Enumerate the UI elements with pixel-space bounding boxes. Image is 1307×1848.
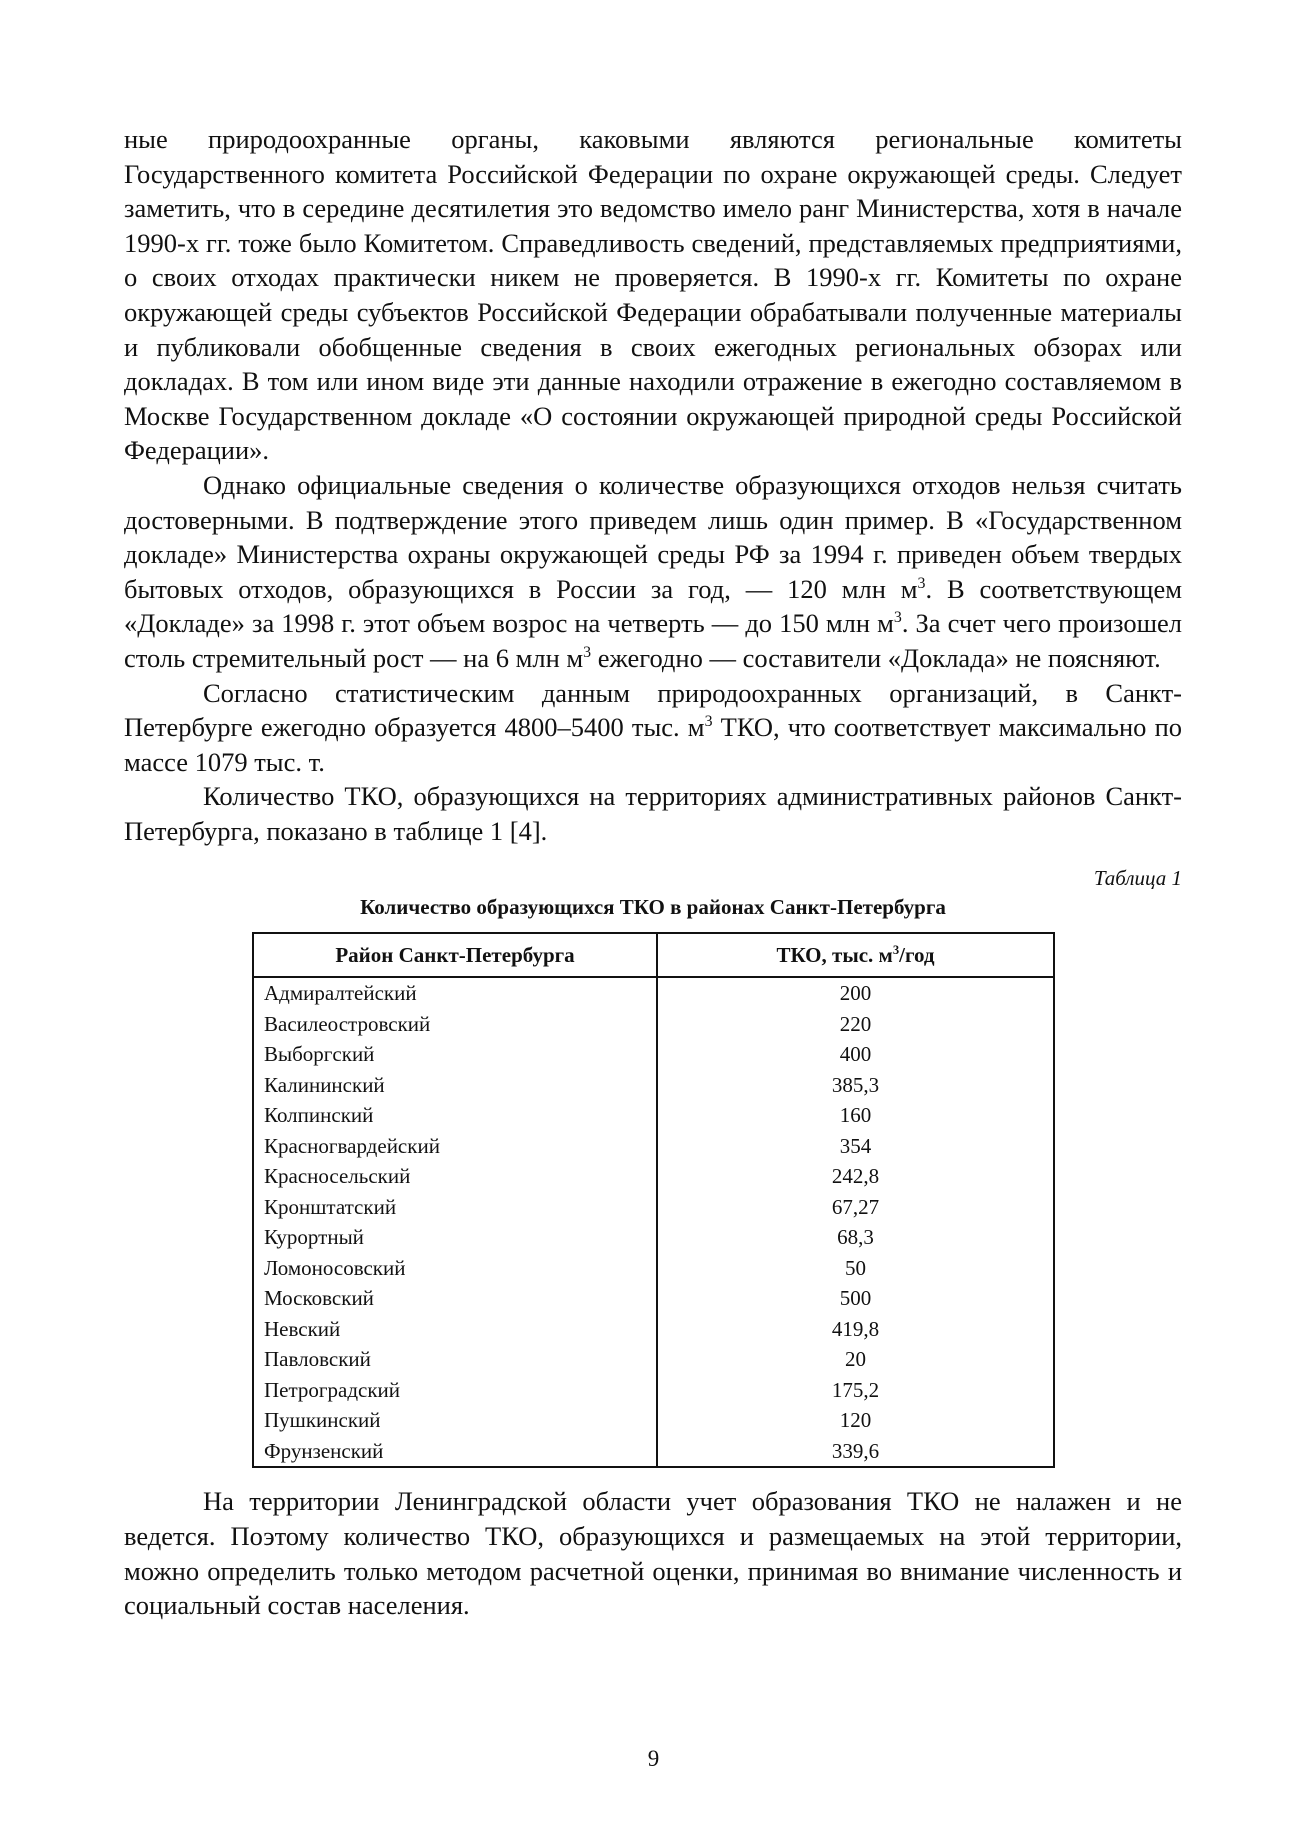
table-row — [253, 1375, 1054, 1406]
district-cell: Кронштатский — [253, 1192, 657, 1223]
district-cell: Курортный — [253, 1222, 657, 1253]
district-cell: Колпинский — [253, 1100, 657, 1131]
table-row — [253, 1100, 1054, 1131]
district-cell: Адмиралтейский — [253, 977, 657, 1009]
table-body — [253, 977, 1054, 1467]
value-cell: 200 — [657, 977, 1054, 1009]
table-row — [253, 1039, 1054, 1070]
paragraph-statistics — [124, 676, 1182, 780]
district-cell: Фрунзенский — [253, 1436, 657, 1468]
district-cell: Павловский — [253, 1344, 657, 1375]
table-row — [253, 1436, 1054, 1468]
paragraph-leningrad-region: На территории Ленинградской области учет образования ТКО не налажен и не ведется. Поэтому количество ТКО, образующихся и размещаемых на этой территории, можно определить только методом расчетной оценки, принимая во внимание численность и социальный состав населения. — [124, 1486, 1182, 1621]
district-cell: Невский — [253, 1314, 657, 1345]
value-cell: 68,3 — [657, 1222, 1054, 1253]
paragraph-text: ТКО, что соответствует максимально по массе 1079 тыс. т. — [124, 712, 1183, 777]
table-row — [253, 1314, 1054, 1345]
paragraph-official-data — [124, 468, 1182, 676]
district-cell: Московский — [253, 1283, 657, 1314]
table-row — [253, 1253, 1054, 1284]
district-cell: Пушкинский — [253, 1405, 657, 1436]
table-row — [253, 1070, 1054, 1101]
table-header-row — [253, 933, 1054, 977]
page-number: 9 — [647, 1746, 660, 1771]
value-cell: 400 — [657, 1039, 1054, 1070]
header-district: Район Санкт-Петербурга — [253, 933, 657, 977]
value-cell: 339,6 — [657, 1436, 1054, 1468]
value-cell: 354 — [657, 1131, 1054, 1162]
table-row — [253, 1131, 1054, 1162]
value-cell: 160 — [657, 1100, 1054, 1131]
table-caption: Таблица 1 — [1093, 866, 1182, 891]
paragraph-text: . За счет чего произошел столь стремительный рост — на 6 млн м — [124, 608, 1182, 673]
waste-table — [252, 932, 1055, 1468]
paragraph-continuation: ные природоохранные органы, каковыми являются региональные комитеты Государственного комитета Российской Федерации по охране окружающей среды. Следует заметить, что в середине десятилетия это ведомство имело ранг Министерства, хотя в начале 1990-х гг. тоже было Комитетом. Справедливость сведений, представляемых предприятиями, о своих отходах практически никем не проверяется. В 1990-х гг. Комитеты по охране окружающей среды субъектов Российской Федерации обрабатывали полученные материалы и публиковали обобщенные сведения в своих ежегодных региональных обзорах или докладах. В том или ином виде эти данные находили отражение в ежегодно составляемом в Москве Государственном докладе «О состоянии окружающей природной среды Российской Федерации». — [124, 124, 1182, 466]
value-cell: 500 — [657, 1283, 1054, 1314]
value-cell: 67,27 — [657, 1192, 1054, 1223]
district-cell: Калининский — [253, 1070, 657, 1101]
table-title: Количество образующихся ТКО в районах Санкт-Петербурга — [360, 895, 946, 920]
value-cell: 50 — [657, 1253, 1054, 1284]
document-page — [124, 122, 1182, 1623]
table-row — [253, 1405, 1054, 1436]
value-cell: 20 — [657, 1344, 1054, 1375]
value-cell: 120 — [657, 1405, 1054, 1436]
district-cell: Выборгский — [253, 1039, 657, 1070]
district-cell: Красногвардейский — [253, 1131, 657, 1162]
paragraph-text: Однако официальные сведения о количестве образующихся отходов нельзя считать достоверными. В подтверждение этого приведем лишь один пример. В «Государственном докладе» Министерства охраны окружающей среды РФ за 1994 г. приведен объем твердых бытовых отходов, образующихся в России за год, — 120 млн м — [124, 469, 1182, 604]
superscript: 3 — [583, 644, 592, 662]
superscript: 3 — [892, 942, 900, 957]
table-row — [253, 1222, 1054, 1253]
table-row — [253, 977, 1054, 1009]
paragraph-text: . В соответствующем «Докладе» за 1998 г. этот объем возрос на четверть — до 150 млн м — [124, 573, 1182, 639]
superscript: 3 — [917, 574, 926, 592]
paragraph-text: Согласно статистическим данным природоохранных организаций, в Санкт-Петербурге ежегодно образуется 4800–5400 тыс. м — [124, 677, 1182, 743]
value-cell: 385,3 — [657, 1070, 1054, 1101]
district-cell: Василеостровский — [253, 1009, 657, 1040]
header-value-unit: /год — [899, 942, 935, 967]
paragraph-text: ежегодно — составители «Доклада» не поясняют. — [591, 642, 1161, 673]
table-row — [253, 1161, 1054, 1192]
table-row — [253, 1344, 1054, 1375]
superscript: 3 — [893, 609, 902, 627]
header-value — [657, 933, 1054, 977]
district-cell: Красносельский — [253, 1161, 657, 1192]
value-cell: 220 — [657, 1009, 1054, 1040]
table-row — [253, 1009, 1054, 1040]
table-row — [253, 1283, 1054, 1314]
paragraph-table-reference: Количество ТКО, образующихся на территориях административных районов Санкт-Петербурга, показано в таблице 1 [4]. — [124, 781, 1182, 846]
district-cell: Ломоносовский — [253, 1253, 657, 1284]
district-cell: Петроградский — [253, 1375, 657, 1406]
table-row — [253, 1192, 1054, 1223]
value-cell: 242,8 — [657, 1161, 1054, 1192]
header-value-text: ТКО, тыс. м — [776, 942, 893, 967]
superscript: 3 — [704, 713, 713, 731]
value-cell: 419,8 — [657, 1314, 1054, 1345]
value-cell: 175,2 — [657, 1375, 1054, 1406]
